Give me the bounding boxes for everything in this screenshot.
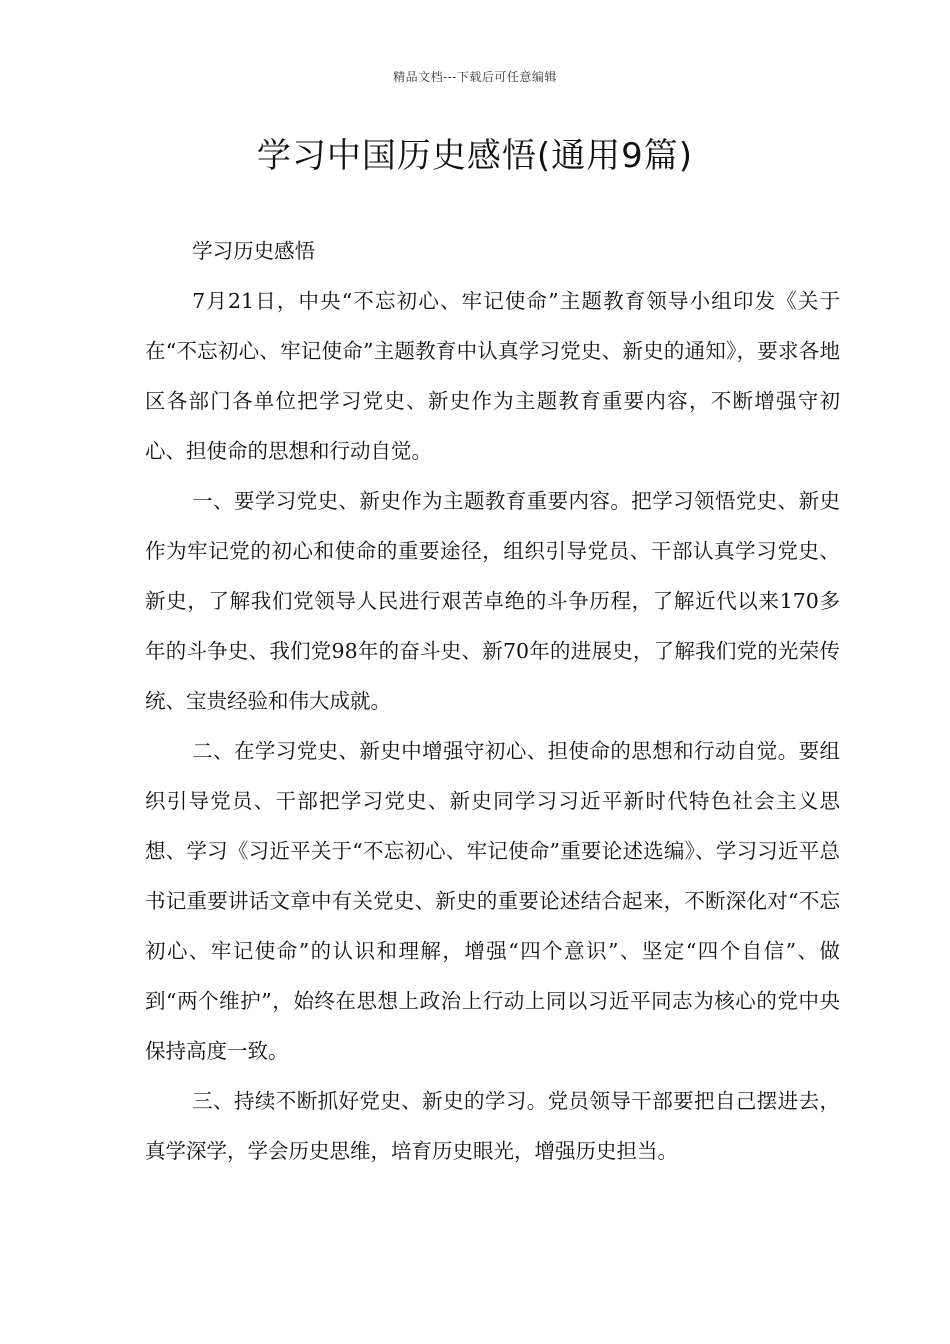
document-body <box>145 226 840 1176</box>
paragraph-point-three: 三、持续不断抓好党史、新史的学习。党员领导干部要把自己摆进去，真学深学，学会历史思维，培育历史眼光，增强历史担当。 <box>145 1089 840 1163</box>
section-heading: 学习历史感悟 <box>192 239 316 263</box>
paragraph-intro: 7月21日，中央“不忘初心、牢记使命”主题教育领导小组印发《关于在“不忘初心、牢记使命”主题教育中认真学习党史、新史的通知》，要求各地区各部门各单位把学习党史、新史作为主题教育重要内容，不断增强守初心、担使命的思想和行动自觉。 <box>145 289 840 463</box>
paragraph-point-one: 一、要学习党史、新史作为主题教育重要内容。把学习领悟党史、新史作为牢记党的初心和使命的重要途径，组织引导党员、干部认真学习党史、新史，了解我们党领导人民进行艰苦卓绝的斗争历程，了解近代以来170多年的斗争史、我们党98年的奋斗史、新70年的进展史，了解我们党的光荣传统、宝贵经验和伟大成就。 <box>145 489 840 713</box>
document-title: 学习中国历史感悟(通用9篇) <box>256 136 694 176</box>
header-note: 精品文档---下载后可任意编辑 <box>393 70 557 84</box>
paragraph-point-two: 二、在学习党史、新史中增强守初心、担使命的思想和行动自觉。要组织引导党员、干部把学习党史、新史同学习习近平新时代特色社会主义思想、学习《习近平关于“不忘初心、牢记使命”重要论述选编》、学习习近平总书记重要讲话文章中有关党史、新史的重要论述结合起来，不断深化对“不忘初心、牢记使命”的认识和理解，增强“四个意识”、坚定“四个自信”、做到“两个维护”，始终在思想上政治上行动上同以习近平同志为核心的党中央保持高度一致。 <box>145 739 840 1063</box>
